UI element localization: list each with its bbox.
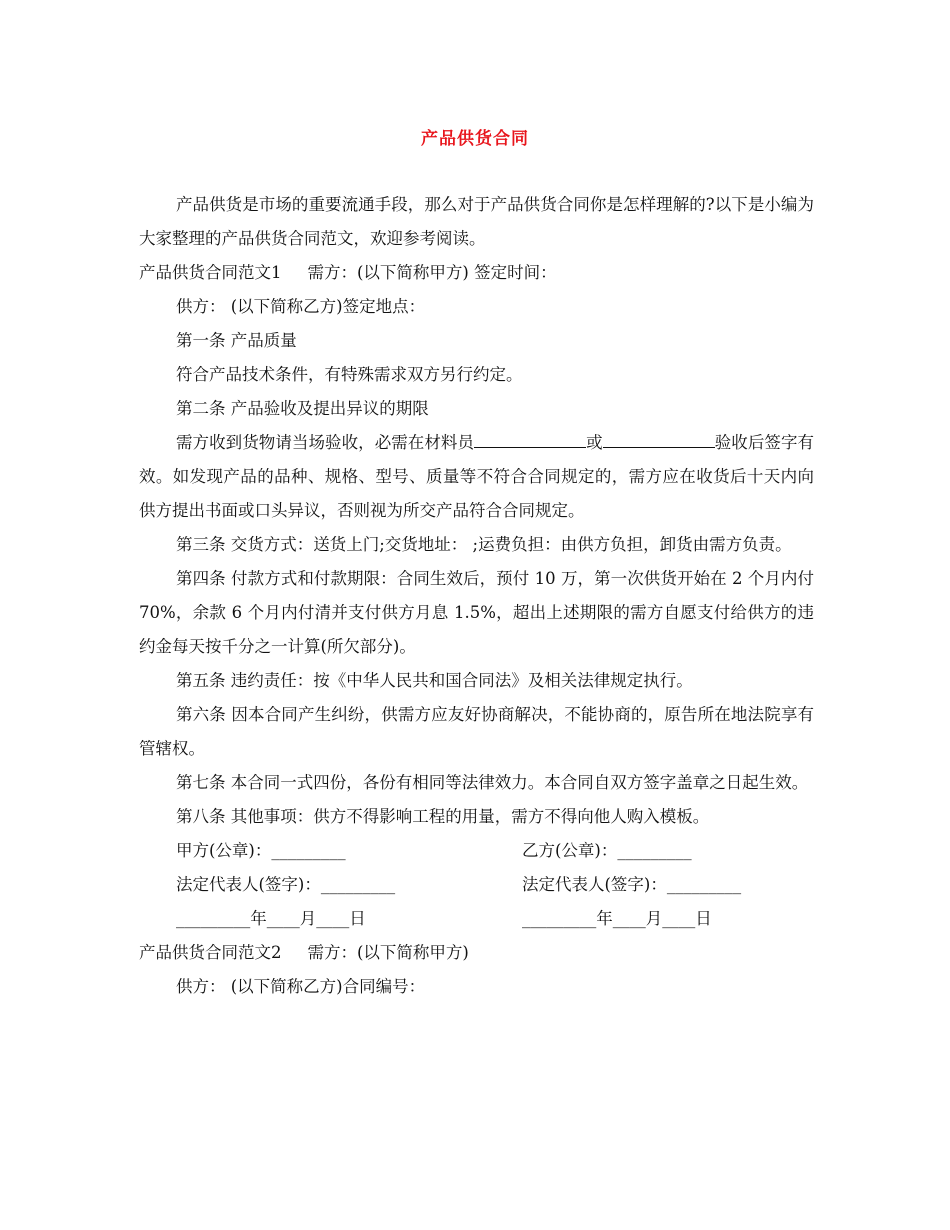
signature-date-row [139,902,814,936]
sample1-supplier-line: 供方： (以下简称乙方)签定地点： [176,297,426,316]
sample1-buyer-line: 需方：(以下简称甲方) 签定时间： [307,263,557,282]
article2-body [139,426,814,528]
article2-body-part-b: 验收后签字有效。如发现产品的品种、规格、型号、质量等不符合合同规定的，需方应在收货后十天内向供方提出书面或口头异议，否则视为所交产品符合合同规定。 [139,433,815,520]
materials-clerk-blank-2 [603,429,715,448]
article3: 第三条 交货方式：送货上门;交货地址： ;运费负担：由供方负担，卸货由需方负责。 [176,535,792,554]
party-b-date: _________年____月____日 [522,909,712,928]
article7: 第七条 本合同一式四份，各份有相同等法律效力。本合同自双方签字盖章之日起生效。 [176,773,809,792]
article2-body-part-a: 需方收到货物请当场验收，必需在材料员 [176,433,475,452]
article2-title: 第二条 产品验收及提出异议的期限 [176,399,429,418]
document-title: 产品供货合同 [421,129,529,149]
sample2-header-line [139,936,814,970]
article4: 第四条 付款方式和付款期限：合同生效后，预付 10 万，第一次供货开始在 2 个月内付 70%，余款 6 个月内付清并支付供方月息 1.5%，超出上述期限的需方自愿支付给供方的违约金每天按千分之一计算(所欠部分)。 [139,569,814,656]
sample1-heading: 产品供货合同范文1 [139,263,282,282]
article1-title: 第一条 产品质量 [176,331,297,350]
party-a-date: _________年____月____日 [176,909,366,928]
party-a-seal: 甲方(公章)：_________ [176,841,346,860]
party-b-representative: 法定代表人(签字)：_________ [522,875,742,894]
party-b-seal: 乙方(公章)：_________ [522,841,692,860]
document-body [139,188,814,1004]
signature-seal-row [139,834,814,868]
materials-clerk-blank-1 [474,429,586,448]
party-a-representative: 法定代表人(签字)：_________ [176,875,396,894]
sample2-buyer-line: 需方：(以下简称甲方) [307,943,469,962]
article8: 第八条 其他事项：供方不得影响工程的用量，需方不得向他人购入模板。 [176,807,710,826]
intro-paragraph: 产品供货是市场的重要流通手段，那么对于产品供货合同你是怎样理解的?以下是小编为大家整理的产品供货合同范文，欢迎参考阅读。 [139,195,814,248]
article1-body: 符合产品技术条件，有特殊需求双方另行约定。 [176,365,523,384]
article2-body-or: 或 [586,433,603,452]
sample2-supplier-line: 供方： (以下简称乙方)合同编号： [176,977,426,996]
signature-rep-row [139,868,814,902]
sample2-heading: 产品供货合同范文2 [139,943,282,962]
article6: 第六条 因本合同产生纠纷，供需方应友好协商解决，不能协商的，原告所在地法院享有管辖权。 [139,705,814,758]
sample1-header-line [139,256,814,290]
article5: 第五条 违约责任：按《中华人民共和国合同法》及相关法律规定执行。 [176,671,693,690]
